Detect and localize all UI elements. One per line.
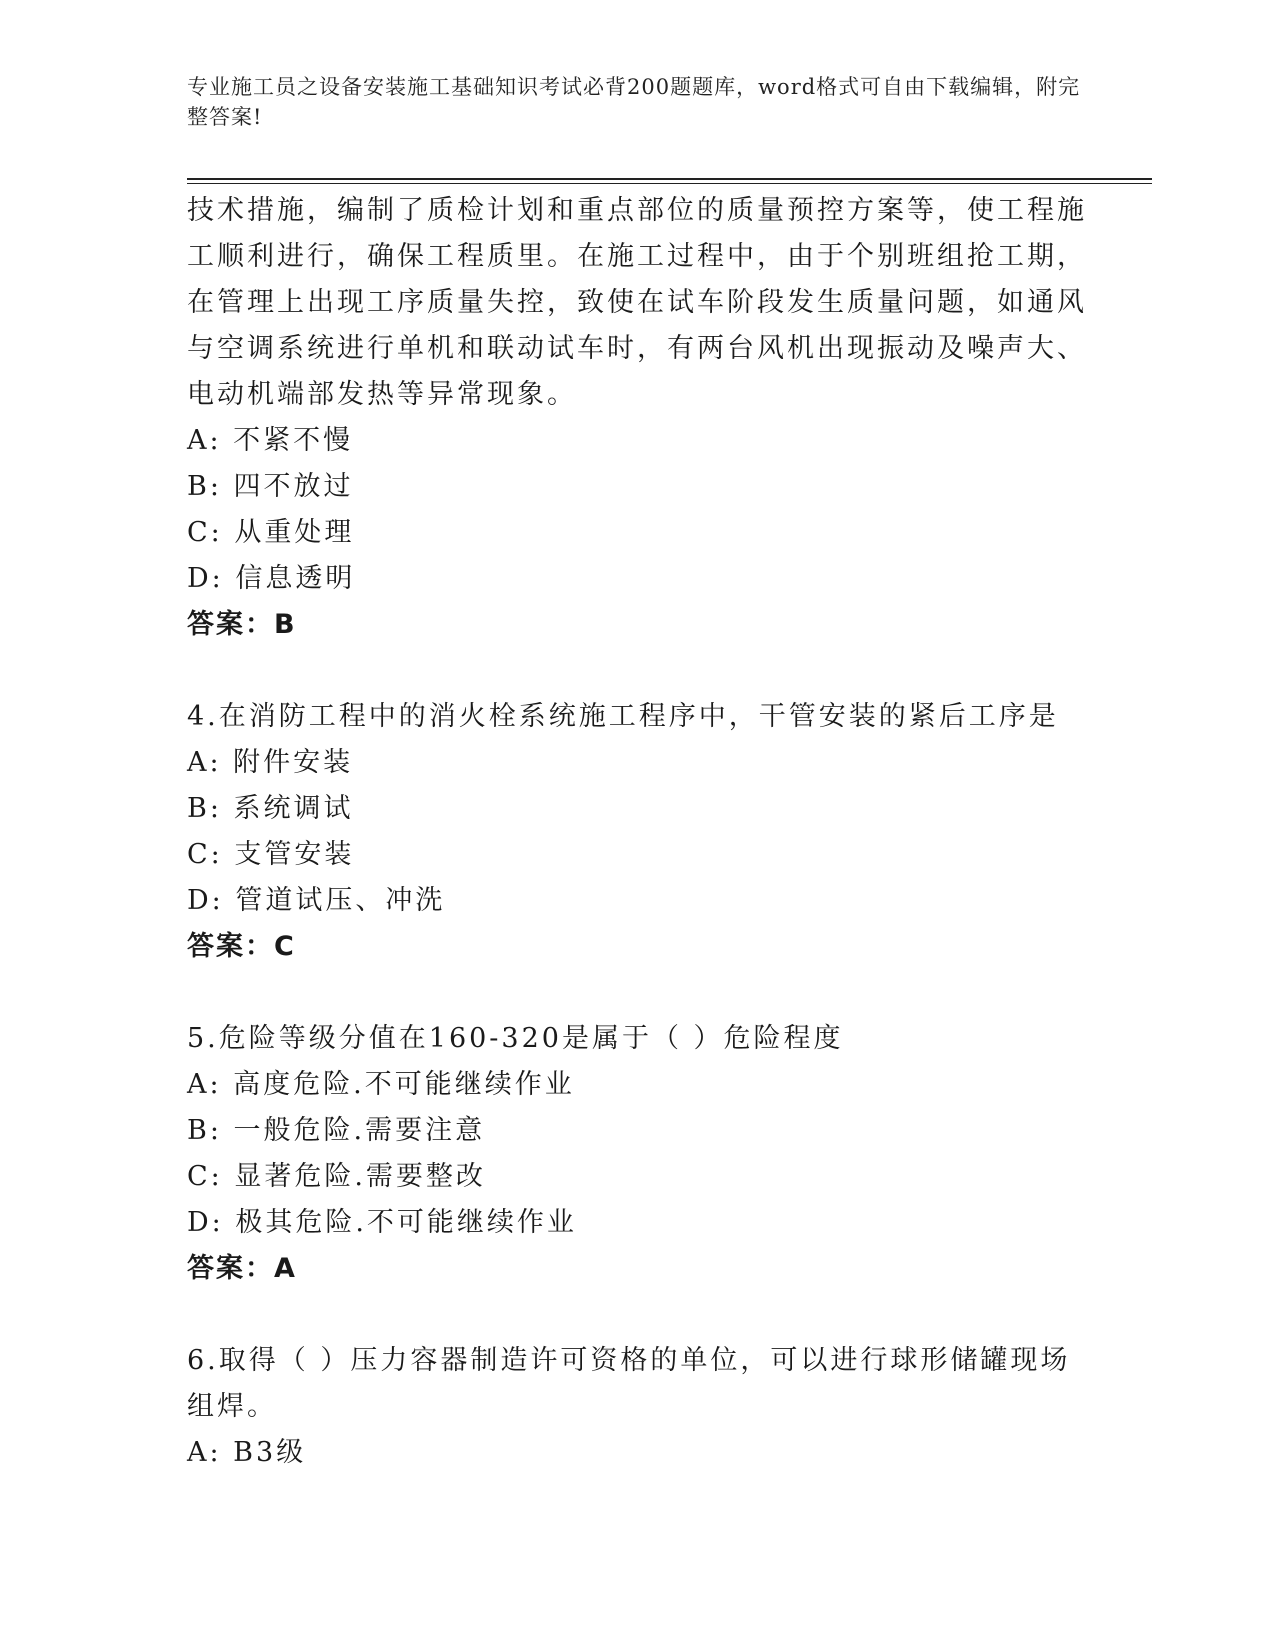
- question-6-option-a: A: B3级: [187, 1437, 307, 1468]
- question-5-option-a: A: 高度危险.不可能继续作业: [187, 1069, 575, 1100]
- question-4-option-b: B: 系统调试: [187, 793, 354, 824]
- question-3-option-b: B: 四不放过: [187, 471, 354, 502]
- document-body: [187, 188, 1087, 1476]
- page-header: 专业施工员之设备安装施工基础知识考试必背200题题库，word格式可自由下载编辑，附完整答案!: [187, 75, 1081, 129]
- question-4-answer: 答案：C: [187, 931, 296, 962]
- spacer: [187, 1292, 1087, 1338]
- question-3-option-a: A: 不紧不慢: [187, 425, 354, 456]
- question-3-answer: 答案：B: [187, 609, 297, 640]
- question-4-option-a: A: 附件安装: [187, 747, 354, 778]
- question-5-option-b: B: 一般危险.需要注意: [187, 1115, 486, 1146]
- header-divider-thin: [187, 183, 1152, 184]
- question-6-text: 6.取得（ ）压力容器制造许可资格的单位，可以进行球形储罐现场组焊。: [187, 1345, 1071, 1422]
- question-4-option-d: D: 管道试压、冲洗: [187, 885, 446, 916]
- header-divider-thick: [187, 178, 1152, 180]
- question-5-option-c: C: 显著危险.需要整改: [187, 1161, 486, 1192]
- question-5-option-d: D: 极其危险.不可能继续作业: [187, 1207, 577, 1238]
- question-4-option-c: C: 支管安装: [187, 839, 355, 870]
- question-5-text: 5.危险等级分值在160-320是属于（ ）危险程度: [187, 1023, 844, 1054]
- question-3-option-c: C: 从重处理: [187, 517, 355, 548]
- spacer: [187, 648, 1087, 694]
- question-3-continuation: 技术措施，编制了质检计划和重点部位的质量预控方案等，使工程施工顺利进行，确保工程质里。在施工过程中，由于个别班组抢工期，在管理上出现工序质量失控，致使在试车阶段发生质量问题，如通风与空调系统进行单机和联动试车时，有两台风机出现振动及噪声大、电动机端部发热等异常现象。: [187, 195, 1087, 410]
- spacer: [187, 970, 1087, 1016]
- question-4-text: 4.在消防工程中的消火栓系统施工程序中，干管安装的紧后工序是: [187, 701, 1059, 732]
- question-5-answer: 答案：A: [187, 1253, 297, 1284]
- question-3-option-d: D: 信息透明: [187, 563, 356, 594]
